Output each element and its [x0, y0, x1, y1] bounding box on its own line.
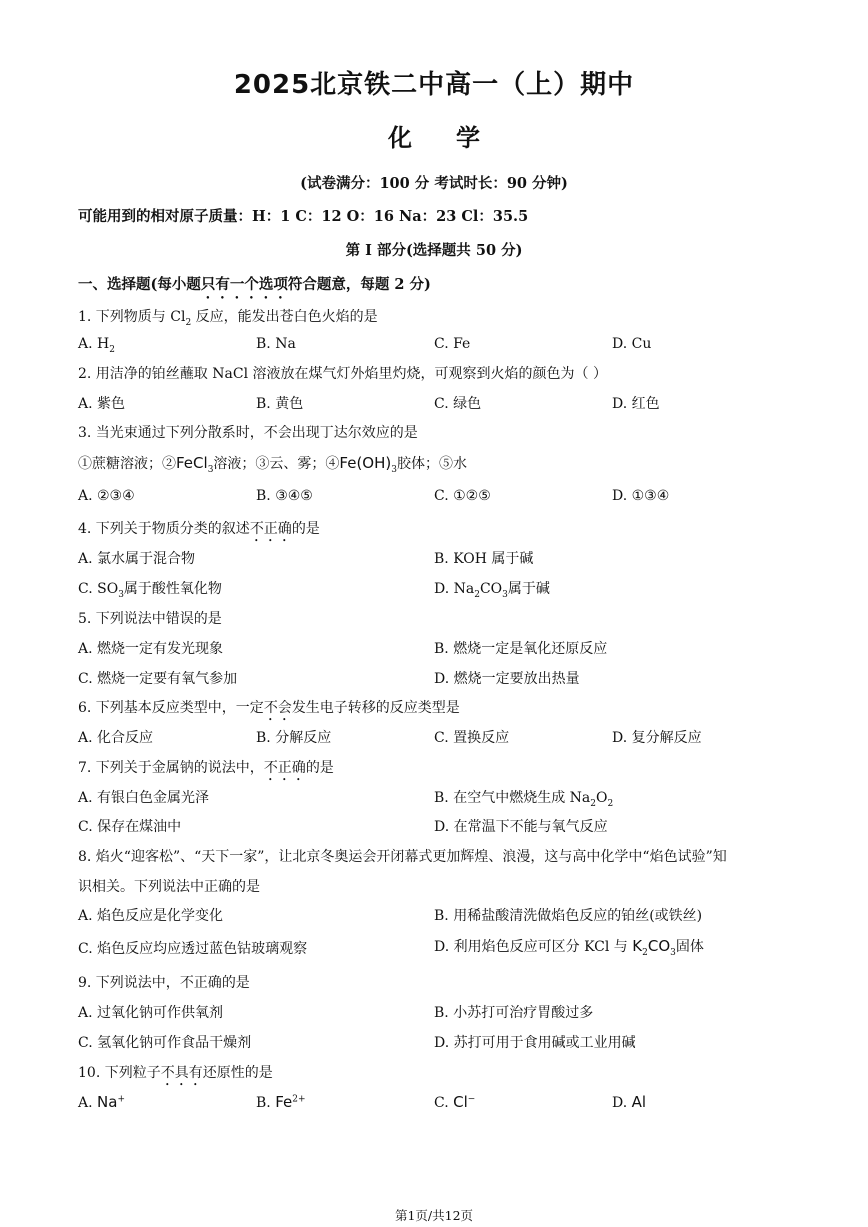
q1-option-d: D. Cu [612, 336, 652, 352]
q3-items-3: 胶体；⑤水 [396, 456, 467, 472]
question-8-stem-line2: 识相关。下列说法中正确的是 [78, 879, 260, 895]
q10-a-pre: A. [78, 1095, 98, 1111]
q10-c-sup: − [467, 1094, 476, 1105]
q6-option-b: B. 分解反应 [256, 730, 332, 746]
q8-d-pre: D. 利用焰色反应可区分 KCl 与 [434, 939, 628, 955]
page-number: 第1页/共12页 [394, 1208, 474, 1223]
q1-stem-post: 反应，能发出苍白色火焰的是 [191, 309, 378, 325]
q4-d-sub2: 3 [502, 589, 508, 600]
q2-option-b: B. 黄色 [256, 396, 304, 412]
q1-option-a [78, 336, 115, 355]
q10-option-a [78, 1093, 125, 1111]
q8-option-c: C. 焰色反应均应透过蓝色钴玻璃观察 [78, 941, 308, 957]
q7-option-d: D. 在常温下不能与氧气反应 [434, 819, 608, 835]
q8-option-b: B. 用稀盐酸清洗做焰色反应的铂丝(或铁丝) [434, 908, 703, 924]
q5-option-b: B. 燃烧一定是氧化还原反应 [434, 641, 608, 657]
q4-c-sub: 3 [118, 589, 124, 600]
q3-fecl3: FeCl [176, 454, 208, 472]
q3-items [78, 453, 467, 475]
q7-option-b [434, 787, 613, 809]
atomic-masses: 可能用到的相对原子质量：H：1 C：12 O：16 Na：23 Cl：35.5 [78, 208, 529, 225]
q3-feoh3: Fe(OH) [339, 454, 392, 472]
q10-b-ion: Fe [275, 1093, 293, 1111]
q7-stem-post: 的是 [305, 760, 334, 776]
q7-stem-emph: 不正确 [263, 760, 306, 776]
q4-option-b: B. KOH 属于碱 [434, 551, 534, 567]
question-8-stem-line1: 8. 焰火“迎客松”、“天下一家”，让北京冬奥运会开闭幕式更加辉煌、浪漫，这与高中化学中“焰色试验”知 [78, 849, 727, 865]
q10-option-c [434, 1093, 475, 1111]
q4-stem-emph: 不正确 [249, 521, 292, 537]
q6-stem-pre: 6. 下列基本反应类型中，一定 [78, 700, 264, 716]
q2-option-c: C. 绿色 [434, 396, 482, 412]
question-1-stem [78, 306, 378, 328]
q4-option-a: A. 氯水属于混合物 [78, 551, 196, 567]
question-3-stem: 3. 当光束通过下列分散系时，不会出现丁达尔效应的是 [78, 425, 418, 441]
q8-option-d [434, 936, 704, 958]
section-title-post: 符合题意，每题 2 分) [287, 276, 431, 293]
q10-option-b [256, 1093, 306, 1111]
q4-stem-pre: 4. 下列关于物质分类的叙述 [78, 521, 250, 537]
q3-option-a: A. ②③④ [78, 488, 135, 504]
q9-option-d: D. 苏打可用于食用碱或工业用碱 [434, 1035, 636, 1051]
q10-a-sup: + [117, 1094, 125, 1105]
q3-option-b: B. ③④⑤ [256, 488, 313, 504]
q1-stem-sub: 2 [185, 317, 192, 328]
subject-title: 化学 [388, 124, 524, 152]
q10-stem-post: 还原性的是 [202, 1065, 273, 1081]
q7-option-c: C. 保存在煤油中 [78, 819, 182, 835]
q5-option-c: C. 燃烧一定要有氧气参加 [78, 671, 238, 687]
q1-a-sub: 2 [109, 344, 115, 355]
q6-stem-emph: 不会 [263, 700, 292, 716]
q2-option-d: D. 红色 [612, 396, 660, 412]
q10-d-pre: D. [612, 1095, 632, 1111]
q3-feoh3-sub: 3 [391, 464, 397, 475]
q8-d-k-sub: 2 [642, 947, 648, 958]
q4-stem-post: 的是 [291, 521, 320, 537]
q9-option-a: A. 过氧化钠可作供氧剂 [78, 1005, 224, 1021]
q3-items-2: 溶液；③云、雾；④ [213, 456, 340, 472]
q10-b-pre: B. [256, 1095, 276, 1111]
q8-d-co-sub: 3 [670, 947, 676, 958]
q7-option-a: A. 有银白色金属光泽 [78, 790, 210, 806]
section-title-emph: 只有一个选项 [200, 276, 288, 293]
q5-option-d: D. 燃烧一定要放出热量 [434, 671, 580, 687]
question-2-stem: 2. 用洁净的铂丝蘸取 NaCl 溶液放在煤气灯外焰里灼烧，可观察到火焰的颜色为（ ） [78, 366, 607, 382]
part-title: 第 I 部分(选择题共 50 分) [345, 242, 523, 259]
q9-option-b: B. 小苏打可治疗胃酸过多 [434, 1005, 594, 1021]
q8-d-k: K [632, 937, 643, 955]
q10-c-pre: C. [434, 1095, 454, 1111]
q4-c-pre: C. SO [78, 581, 119, 597]
q7-stem-pre: 7. 下列关于金属钠的说法中， [78, 760, 264, 776]
q2-option-a: A. 紫色 [78, 396, 126, 412]
q10-c-ion: Cl [453, 1093, 468, 1111]
q4-c-post: 属于酸性氧化物 [123, 581, 222, 597]
q10-option-d [612, 1093, 646, 1111]
q9-stem-pre: 9. 下列说法中， [78, 975, 180, 991]
question-9-stem [78, 972, 250, 992]
q8-d-co: CO [647, 937, 671, 955]
q6-option-d: D. 复分解反应 [612, 730, 702, 746]
q4-d-pre: D. Na [434, 581, 475, 597]
q1-option-b: B. Na [256, 336, 296, 352]
q7-b-pre: B. 在空气中燃烧生成 Na [434, 790, 591, 806]
q3-option-c: C. ①②⑤ [434, 488, 491, 504]
q6-option-c: C. 置换反应 [434, 730, 510, 746]
q10-a-ion: Na [97, 1093, 118, 1111]
q1-stem-pre: 1. 下列物质与 Cl [78, 309, 186, 325]
q7-b-sub2: 2 [607, 798, 614, 809]
q7-b-mid: O [595, 790, 608, 806]
question-5-stem: 5. 下列说法中错误的是 [78, 611, 222, 627]
q4-d-sub1: 2 [474, 589, 480, 600]
q3-fecl3-sub: 3 [207, 464, 214, 475]
q8-d-post: 固体 [675, 939, 704, 955]
section-title-pre: 一、选择题(每小题 [78, 276, 201, 293]
q10-stem-emph: 不具有 [160, 1065, 203, 1081]
section-title [78, 273, 431, 302]
q4-option-c [78, 578, 222, 600]
q1-a-text: A. H [78, 336, 110, 352]
q4-option-d [434, 578, 550, 600]
q9-option-c: C. 氢氧化钠可作食品干燥剂 [78, 1035, 252, 1051]
q1-option-c: C. Fe [434, 336, 471, 352]
q6-option-a: A. 化合反应 [78, 730, 154, 746]
q7-b-sub1: 2 [590, 798, 596, 809]
q4-d-post: 属于碱 [507, 581, 550, 597]
question-6-stem [78, 697, 460, 724]
q9-stem-mid: 不正确 [179, 975, 222, 991]
q10-b-sup: 2+ [292, 1094, 306, 1105]
exam-title: 2025北京铁二中高一（上）期中 [233, 70, 635, 100]
q3-items-1: ①蔗糖溶液；② [78, 456, 176, 472]
exam-info: (试卷满分：100 分 考试时长：90 分钟) [300, 175, 568, 192]
question-4-stem [78, 518, 320, 545]
q6-stem-post: 发生电子转移的反应类型是 [291, 700, 460, 716]
q8-option-a: A. 焰色反应是化学变化 [78, 908, 224, 924]
q3-option-d: D. ①③④ [612, 488, 670, 504]
q4-d-mid: CO [479, 581, 503, 597]
q9-stem-post: 的是 [221, 975, 250, 991]
q5-option-a: A. 燃烧一定有发光现象 [78, 641, 224, 657]
question-10-stem [78, 1062, 273, 1089]
q10-stem-pre: 10. 下列粒子 [78, 1065, 161, 1081]
q10-d-ion: Al [631, 1093, 647, 1111]
question-7-stem [78, 757, 334, 784]
